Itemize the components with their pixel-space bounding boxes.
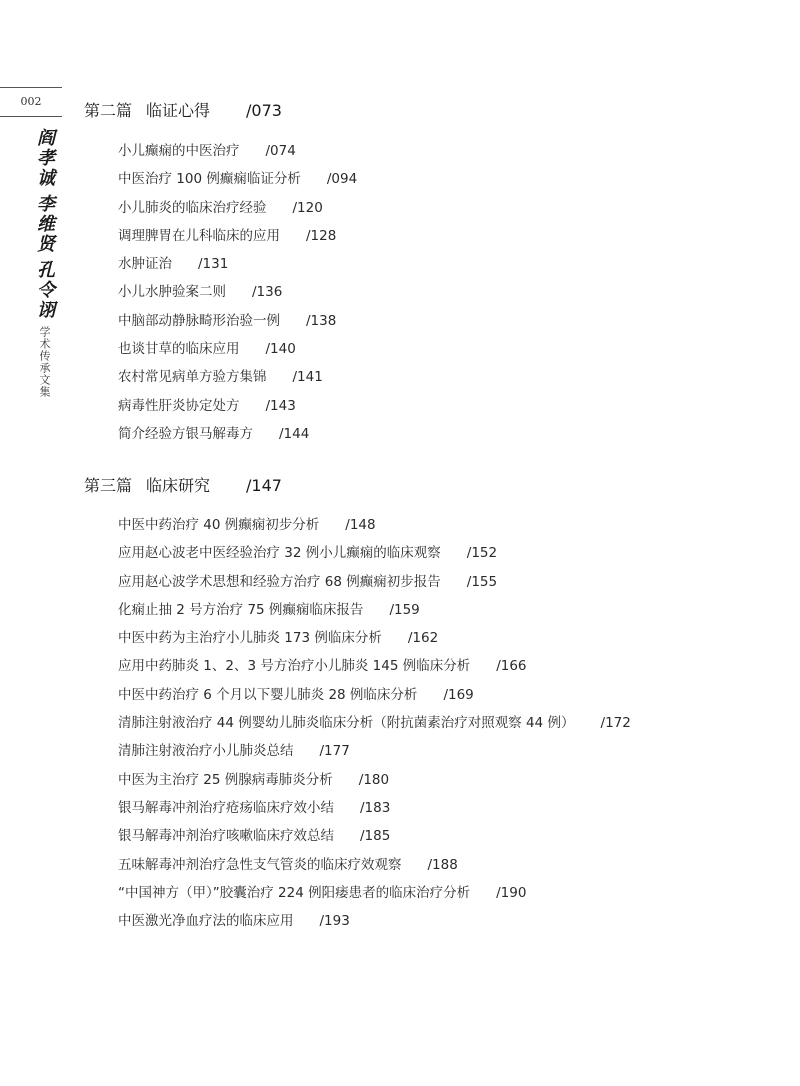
toc-entry-page: /143	[265, 397, 296, 414]
toc-entry[interactable]	[118, 766, 631, 794]
toc-entry-title: 中医治疗 100 例癫痫临证分析	[118, 171, 301, 188]
author-name-3: 孔令诩	[34, 260, 55, 320]
toc-entry[interactable]	[118, 596, 631, 624]
part-heading-3[interactable]	[84, 473, 282, 496]
part-page: /147	[246, 476, 282, 495]
toc-list-part-2	[118, 137, 357, 448]
part-number: 第三篇	[84, 476, 133, 495]
part-name: 临床研究	[146, 476, 211, 495]
toc-entry[interactable]	[118, 907, 631, 935]
toc-entry[interactable]	[118, 165, 357, 193]
toc-entry[interactable]	[118, 879, 631, 907]
toc-entry-title: “中国神方（甲）”胶囊治疗 224 例阳痿患者的临床治疗分析	[118, 884, 471, 901]
toc-entry-page: /169	[443, 686, 474, 703]
toc-entry-page: /141	[292, 369, 323, 386]
toc-entry[interactable]	[118, 539, 631, 567]
toc-entry[interactable]	[118, 307, 357, 335]
toc-entry-page: /193	[319, 913, 350, 930]
toc-entry[interactable]	[118, 737, 631, 765]
toc-entry-title: 清肺注射液治疗 44 例婴幼儿肺炎临床分析（附抗菌素治疗对照观察 44 例）	[118, 715, 575, 732]
toc-entry-title: 中医中药为主治疗小儿肺炎 173 例临床分析	[118, 630, 382, 647]
toc-entry[interactable]	[118, 568, 631, 596]
toc-entry[interactable]	[118, 851, 631, 879]
toc-entry-title: 水肿证治	[118, 256, 172, 273]
toc-entry-page: /183	[360, 799, 391, 816]
toc-entry-title: 病毒性肝炎协定处方	[118, 397, 240, 414]
toc-entry-page: /131	[198, 256, 229, 273]
toc-entry-title: 中医为主治疗 25 例腺病毒肺炎分析	[118, 771, 333, 788]
toc-entry[interactable]	[118, 681, 631, 709]
toc-entry-title: 也谈甘草的临床应用	[118, 341, 240, 358]
toc-entry[interactable]	[118, 250, 357, 278]
page-number: 002	[20, 95, 42, 108]
toc-entry-page: /162	[407, 630, 439, 647]
book-subtitle: 学术传承文集	[38, 326, 51, 398]
toc-entry-page: /074	[265, 143, 296, 159]
toc-entry[interactable]	[118, 222, 357, 250]
toc-entry[interactable]	[118, 709, 631, 737]
toc-entry-title: 中医中药治疗 40 例癫痫初步分析	[118, 517, 320, 533]
toc-entry-title: 应用中药肺炎 1、2、3 号方治疗小儿肺炎 145 例临床分析	[118, 658, 471, 675]
toc-entry-page: /148	[345, 517, 376, 533]
toc-entry[interactable]	[118, 363, 357, 391]
toc-entry-title: 中医激光净血疗法的临床应用	[118, 913, 294, 930]
toc-entry[interactable]	[118, 335, 357, 363]
toc-entry-title: 小儿癫痫的中医治疗	[118, 143, 240, 159]
toc-entry-title: 应用赵心波学术思想和经验方治疗 68 例癫痫初步报告	[118, 573, 441, 590]
toc-entry-page: /128	[306, 227, 337, 244]
part-name: 临证心得	[146, 101, 211, 120]
toc-entry-title: 化痫止抽 2 号方治疗 75 例癫痫临床报告	[118, 601, 364, 618]
part-number: 第二篇	[84, 101, 133, 120]
toc-entry-title: 小儿水肿验案二则	[118, 284, 226, 301]
author-name-1: 阎孝诚	[34, 128, 55, 188]
toc-entry-title: 银马解毒冲剂治疗疮疡临床疗效小结	[118, 799, 334, 816]
toc-entry[interactable]	[118, 652, 631, 680]
header-rule-bottom	[0, 116, 62, 117]
toc-entry-title: 调理脾胃在儿科临床的应用	[118, 227, 280, 244]
toc-entry-title: 简介经验方银马解毒方	[118, 425, 253, 442]
toc-entry-page: /188	[427, 856, 458, 873]
toc-entry-page: /172	[600, 715, 631, 732]
toc-entry[interactable]	[118, 794, 631, 822]
toc-entry[interactable]	[118, 392, 357, 420]
toc-entry-page: /180	[358, 771, 390, 788]
toc-entry[interactable]	[118, 822, 631, 850]
toc-list-part-3	[118, 511, 631, 935]
toc-entry-page: /190	[496, 884, 527, 901]
toc-entry-title: 五味解毒冲剂治疗急性支气管炎的临床疗效观察	[118, 856, 402, 873]
toc-entry-title: 银马解毒冲剂治疗咳嗽临床疗效总结	[118, 828, 334, 845]
header-rule-top	[0, 87, 62, 88]
toc-entry-page: /144	[279, 425, 310, 442]
toc-entry-page: /120	[292, 199, 323, 216]
toc-entry-page: /166	[496, 658, 527, 675]
toc-entry-page: /136	[252, 284, 283, 301]
toc-entry-page: /140	[265, 341, 296, 358]
toc-entry-title: 小儿肺炎的临床治疗经验	[118, 199, 267, 216]
toc-entry-page: /185	[360, 828, 391, 845]
toc-entry-page: /138	[306, 312, 337, 329]
author-name-2: 李维贤	[34, 194, 55, 254]
toc-entry-page: /155	[466, 573, 498, 590]
book-spine-title	[32, 128, 56, 398]
toc-entry[interactable]	[118, 137, 357, 165]
toc-entry[interactable]	[118, 420, 357, 448]
toc-entry-title: 应用赵心波老中医经验治疗 32 例小儿癫痫的临床观察	[118, 545, 441, 562]
toc-entry-page: /159	[389, 601, 420, 618]
toc-entry[interactable]	[118, 511, 631, 539]
toc-entry-title: 农村常见病单方验方集锦	[118, 369, 267, 386]
toc-entry-title: 中脑部动静脉畸形治验一例	[118, 312, 280, 329]
toc-entry-title: 清肺注射液治疗小儿肺炎总结	[118, 743, 294, 760]
part-page: /073	[246, 101, 282, 120]
toc-entry-page: /152	[466, 545, 498, 562]
part-heading-2[interactable]	[84, 98, 282, 121]
toc-entry-page: /177	[319, 743, 350, 760]
toc-entry-page: /094	[326, 171, 358, 188]
toc-entry-title: 中医中药治疗 6 个月以下婴儿肺炎 28 例临床分析	[118, 686, 418, 703]
toc-entry[interactable]	[118, 278, 357, 306]
toc-entry[interactable]	[118, 624, 631, 652]
toc-entry[interactable]	[118, 194, 357, 222]
